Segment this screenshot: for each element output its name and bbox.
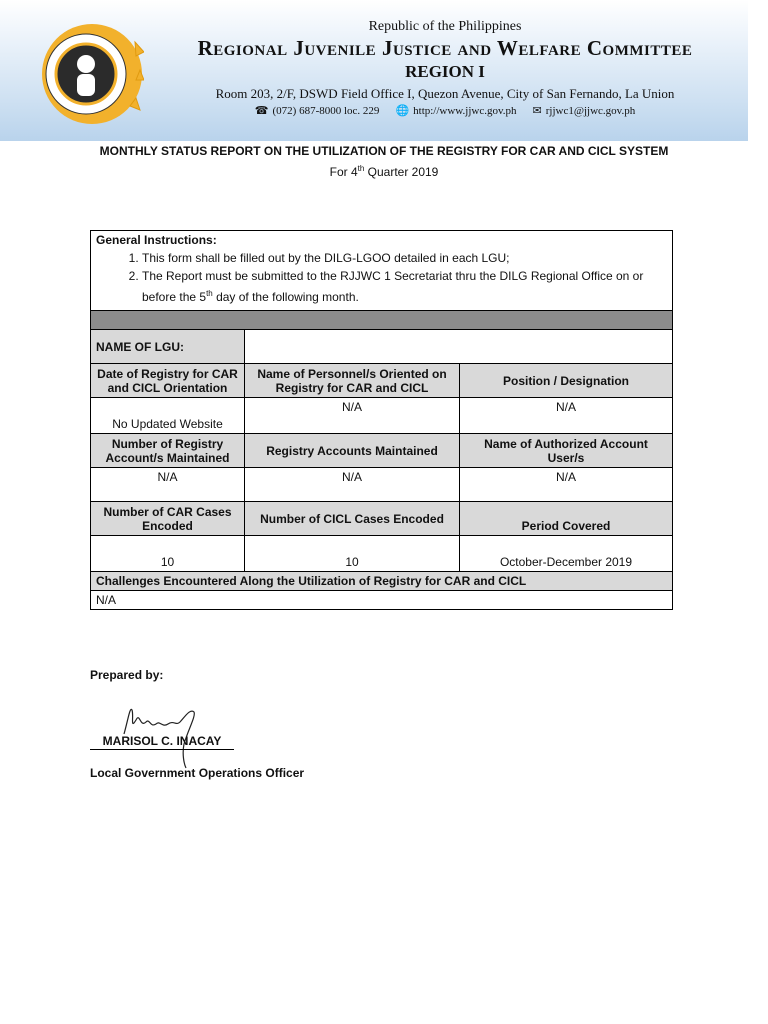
report-quarter [0,160,768,181]
quarter-suffix: Quarter 2019 [364,165,439,179]
instruction-item-1: 1. This form shall be filled out by the DILG-LGOO detailed in each LGU; [142,249,667,267]
value-challenges: N/A [91,591,673,610]
separator-bar [91,311,673,330]
value-num-accounts: N/A [91,468,245,502]
email-contact [533,103,636,119]
instruction-item-2 [142,267,667,306]
committee-name: Regional Juvenile Justice and Welfare Committee [197,36,693,60]
value-accounts: N/A [245,468,460,502]
phone-contact [255,103,380,119]
quarter-sup: th [357,164,365,173]
signatory-name: MARISOL C. INACAY [90,734,234,750]
region-name: REGION I [405,62,485,81]
header-challenges: Challenges Encountered Along the Utilization of Registry for CAR and CICL [91,572,673,591]
value-position: N/A [460,398,673,434]
status-report-table [90,230,673,610]
header-num-accounts: Number of Registry Account/s Maintained [91,434,245,468]
value-date: No Updated Website [91,398,245,434]
office-address: Room 203, 2/F, DSWD Field Office I, Quezon Avenue, City of San Fernando, La Union [215,86,675,101]
logo-icon [40,22,144,126]
quarter-prefix: For 4 [329,165,358,179]
report-title: MONTHLY STATUS REPORT ON THE UTILIZATION OF THE REGISTRY FOR CAR AND CICL SYSTEM [99,144,669,158]
instructions-heading: General Instructions: [96,233,217,247]
general-instructions [91,231,673,311]
instruction-2-end: day of the following month. [212,290,359,304]
header-date: Date of Registry for CAR and CICL Orientation [91,364,245,398]
website-contact [395,103,516,119]
header-car: Number of CAR Cases Encoded [91,502,245,536]
report-title-block [0,143,768,181]
phone-number: (072) 687-8000 loc. 229 [272,105,380,117]
lgu-field[interactable] [245,330,673,364]
header-personnel: Name of Personnel/s Oriented on Registry for CAR and CICL [245,364,460,398]
phone-icon: ☎ [254,105,269,117]
globe-icon: 🌐 [395,105,410,117]
instruction-2-text: The Report must be submitted to the RJJWC 1 Secretariat thru the DILG Regional Office on or before the 5 [142,269,644,304]
letterhead-text [150,18,740,119]
value-car: 10 [91,536,245,572]
lgu-label: NAME OF LGU: [91,330,245,364]
value-cicl: 10 [245,536,460,572]
instruction-2-sup: th [206,289,213,298]
header-period: Period Covered [460,502,673,536]
header-cicl: Number of CICL Cases Encoded [245,502,460,536]
header-accounts: Registry Accounts Maintained [245,434,460,468]
value-personnel: N/A [245,398,460,434]
header-position: Position / Designation [460,364,673,398]
letterhead [0,0,748,141]
value-users: N/A [460,468,673,502]
envelope-icon: ✉ [532,105,542,117]
signatory-title: Local Government Operations Officer [90,766,305,780]
website-link[interactable]: http://www.jjwc.gov.ph [413,105,517,117]
contact-line [150,103,740,119]
value-period: October-December 2019 [460,536,673,572]
header-users: Name of Authorized Account User/s [460,434,673,468]
email-link[interactable]: rjjwc1@jjwc.gov.ph [545,105,636,117]
prepared-by-label: Prepared by: [90,668,164,682]
republic-line: Republic of the Philippines [368,19,522,34]
